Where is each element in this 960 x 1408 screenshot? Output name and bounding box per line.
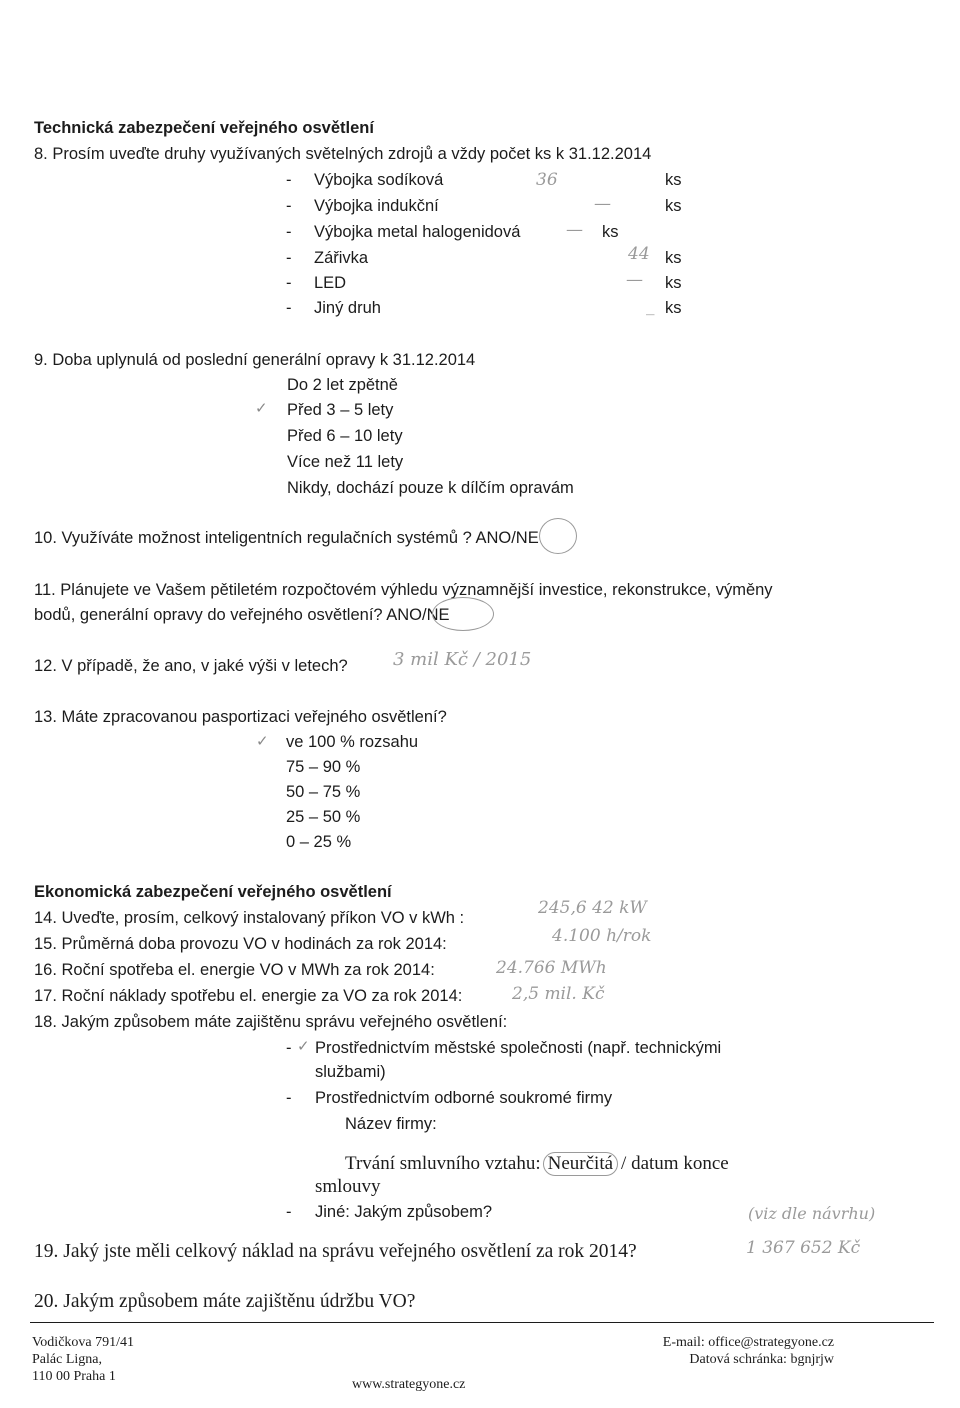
q11-question-line2: bodů, generální opravy do veřejného osvětlení? ANO/NE: [34, 606, 450, 624]
q18-other-answer: (viz dle návrhu): [748, 1204, 876, 1223]
q14-question: 14. Uveďte, prosím, celkový instalovaný příkon VO v kWh :: [34, 909, 465, 927]
q13-option: 25 – 50 %: [286, 808, 361, 826]
footer-divider: [30, 1322, 934, 1323]
q8-item-label: LED: [314, 274, 347, 292]
q9-option: Před 6 – 10 lety: [287, 427, 403, 445]
list-dash: -: [286, 1203, 292, 1221]
q9-question: 9. Doba uplynulá od poslední generální opravy k 31.12.2014: [34, 351, 476, 369]
q13-option: 75 – 90 %: [286, 758, 361, 776]
q11-question-line1: 11. Plánujete ve Vašem pětiletém rozpočtovém výhledu významnější investice, rekonstrukce, výměny: [34, 581, 773, 599]
q8-item-label: Výbojka metal halogenidová: [314, 223, 521, 241]
q8-item-unit: ks: [665, 197, 682, 215]
list-dash: -: [286, 1089, 292, 1107]
q8-item-unit: ks: [665, 171, 682, 189]
q13-option: 50 – 75 %: [286, 783, 361, 801]
contract-value-circled: Neurčitá: [543, 1152, 618, 1176]
q8-item-answer: —: [594, 194, 611, 214]
q8-item-unit: ks: [665, 249, 682, 267]
q10-question: 10. Využíváte možnost inteligentních regulačních systémů ? ANO/NE: [34, 529, 539, 547]
q18-contract-duration-cont: smlouvy: [315, 1176, 381, 1197]
q12-answer: 3 mil Kč / 2015: [393, 649, 532, 670]
q8-item-label: Jiný druh: [314, 299, 381, 317]
q17-question: 17. Roční náklady spotřebu el. energie za VO za rok 2014:: [34, 987, 463, 1005]
q8-item-label: Výbojka indukční: [314, 197, 439, 215]
q8-item-answer: 44: [628, 244, 650, 264]
answer-circle-mark: [432, 597, 494, 631]
q17-answer: 2,5 mil. Kč: [512, 984, 605, 1004]
q12-question: 12. V případě, že ano, v jaké výši v letech?: [34, 657, 348, 675]
q8-item-unit: ks: [665, 299, 682, 317]
list-dash: -: [286, 171, 292, 189]
q15-question: 15. Průměrná doba provozu VO v hodinách za rok 2014:: [34, 935, 447, 953]
list-dash: -: [286, 197, 292, 215]
q9-option: Více než 11 lety: [287, 453, 404, 471]
section-heading-technical: Technická zabezpečení veřejného osvětlení: [34, 119, 374, 137]
footer-address-line: 110 00 Praha 1: [32, 1369, 116, 1384]
list-dash: -: [286, 299, 292, 317]
q16-question: 16. Roční spotřeba el. energie VO v MWh za rok 2014:: [34, 961, 435, 979]
list-dash: -: [286, 274, 292, 292]
checkmark-icon: ✓: [255, 400, 268, 417]
footer-address-line: Vodičkova 791/41: [32, 1335, 135, 1350]
q8-item-unit: ks: [602, 223, 619, 241]
footer-databox: Datová schránka: bgnjrjw: [689, 1352, 834, 1367]
contract-alt: / datum konce: [621, 1153, 729, 1174]
q8-item-answer: —: [566, 220, 583, 240]
footer-email: E-mail: office@strategyone.cz: [662, 1335, 834, 1350]
q9-option: Nikdy, dochází pouze k dílčím opravám: [287, 479, 574, 497]
q8-item-label: Výbojka sodíková: [314, 171, 444, 189]
list-dash: -: [286, 1039, 292, 1057]
section-heading-economic: Ekonomická zabezpečení veřejného osvětlení: [34, 883, 392, 901]
q13-option-selected: ve 100 % rozsahu: [286, 733, 419, 751]
q9-option-selected: Před 3 – 5 lety: [287, 401, 394, 419]
q18-option1-line2: službami): [315, 1063, 386, 1081]
q18-option1-line1: Prostřednictvím městské společnosti (např. technickými: [315, 1039, 722, 1057]
q18-contract-duration: [345, 1152, 729, 1176]
footer-website: www.strategyone.cz: [352, 1377, 466, 1392]
q8-item-unit: ks: [665, 274, 682, 292]
q18-option2: Prostřednictvím odborné soukromé firmy: [315, 1089, 613, 1107]
q13-question: 13. Máte zpracovanou pasportizaci veřejného osvětlení?: [34, 708, 447, 726]
q19-question: 19. Jaký jste měli celkový náklad na správu veřejného osvětlení za rok 2014?: [34, 1241, 637, 1262]
q19-answer: 1 367 652 Kč: [746, 1238, 861, 1258]
q8-item-label: Zářivka: [314, 249, 369, 267]
q18-option-other: Jiné: Jakým způsobem?: [315, 1203, 492, 1221]
q16-answer: 24.766 MWh: [496, 958, 607, 978]
q15-answer: 4.100 h/rok: [552, 926, 652, 946]
list-dash: -: [286, 249, 292, 267]
contract-label: Trvání smluvního vztahu:: [345, 1153, 541, 1174]
q14-answer: 245,6 42 kW: [538, 898, 647, 918]
footer-address-line: Palác Ligna,: [32, 1352, 102, 1367]
q18-question: 18. Jakým způsobem máte zajištěnu správu veřejného osvětlení:: [34, 1013, 508, 1031]
q13-option: 0 – 25 %: [286, 833, 352, 851]
q20-question: 20. Jakým způsobem máte zajištěnu údržbu VO?: [34, 1291, 416, 1312]
answer-circle-mark: [539, 518, 577, 554]
checkmark-icon: ✓: [297, 1038, 310, 1055]
q9-option: Do 2 let zpětně: [287, 376, 398, 394]
checkmark-icon: ✓: [256, 733, 269, 750]
q8-item-answer: 36: [536, 170, 558, 190]
q8-item-answer: —: [626, 270, 643, 290]
q8-item-answer: _: [646, 296, 655, 316]
list-dash: -: [286, 223, 292, 241]
q8-question: 8. Prosím uveďte druhy využívaných světelných zdrojů a vždy počet ks k 31.12.2014: [34, 145, 652, 163]
q18-firm-name-label: Název firmy:: [345, 1115, 437, 1133]
